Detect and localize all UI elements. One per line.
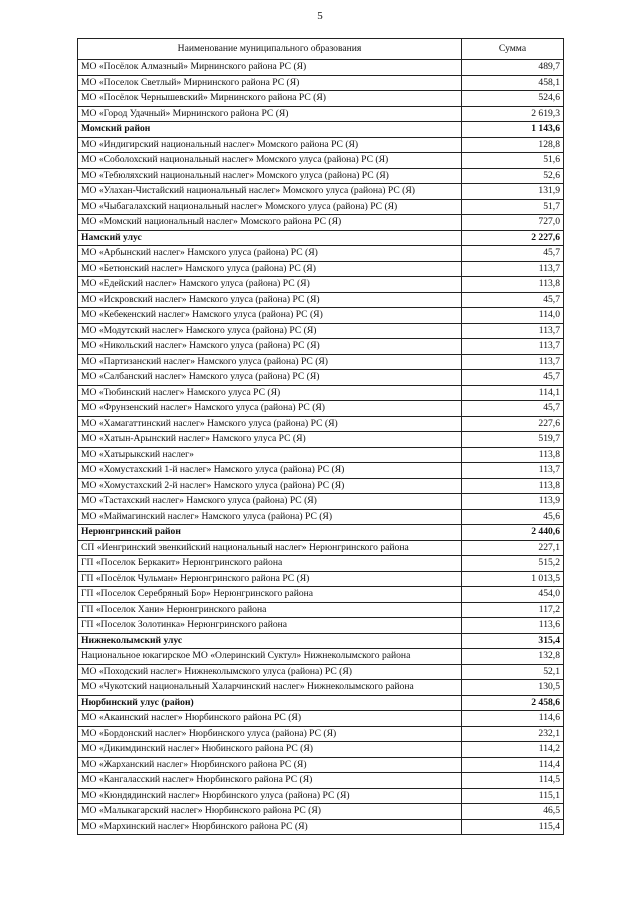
name-cell: МО «Момский национальный наслег» Момского района РС (Я) [78,215,462,231]
table-row [78,106,564,122]
sum-cell: 727,0 [462,215,564,231]
name-cell: МО «Дикимдинский наслег» Нюбинского района РС (Я) [78,742,462,758]
name-cell: МО «Салбанский наслег» Намского улуса (района) РС (Я) [78,370,462,386]
name-cell: ГП «Поселок Серебряный Бор» Нерюнгринского района [78,587,462,603]
table-row [78,742,564,758]
sum-cell: 113,8 [462,277,564,293]
group-row [78,695,564,711]
table-row [78,447,564,463]
name-cell: МО «Тебюляхский национальный наслег» Момского улуса (района) РС (Я) [78,168,462,184]
sum-cell: 458,1 [462,75,564,91]
sum-cell: 113,8 [462,478,564,494]
table-row [78,277,564,293]
sum-cell: 232,1 [462,726,564,742]
sum-cell: 515,2 [462,556,564,572]
sum-cell: 114,5 [462,773,564,789]
table-row [78,711,564,727]
table-row [78,556,564,572]
table-row [78,153,564,169]
sum-cell: 2 619,3 [462,106,564,122]
sum-cell: 45,7 [462,401,564,417]
sum-cell: 131,9 [462,184,564,200]
sum-cell: 1 013,5 [462,571,564,587]
table-row [78,354,564,370]
table-row [78,478,564,494]
name-cell: МО «Посёлок Алмазный» Мирнинского района РС (Я) [78,60,462,76]
name-cell: МО «Тастахский наслег» Намского улуса (района) РС (Я) [78,494,462,510]
table-row [78,571,564,587]
name-cell: СП «Иенгринский эвенкийский национальный наслег» Нерюнгринского района [78,540,462,556]
name-cell: МО «Чыбагалахский национальный наслег» Момского улуса (района) РС (Я) [78,199,462,215]
name-cell: ГП «Поселок Золотинка» Нерюнгринского района [78,618,462,634]
sum-cell: 113,7 [462,354,564,370]
group-sum-cell: 2 227,6 [462,230,564,246]
sum-cell: 115,1 [462,788,564,804]
name-cell: МО «Хатын-Арынский наслег» Намского улуса РС (Я) [78,432,462,448]
sum-cell: 45,7 [462,292,564,308]
table-row [78,664,564,680]
table-row [78,587,564,603]
group-row [78,230,564,246]
header-name: Наименование муниципального образования [78,39,462,60]
table-row [78,137,564,153]
table-row [78,726,564,742]
name-cell: МО «Модутский наслег» Намского улуса (района) РС (Я) [78,323,462,339]
table-row [78,788,564,804]
table-row [78,804,564,820]
name-cell: МО «Хамагаттинский наслег» Намского улуса (района) РС (Я) [78,416,462,432]
sum-cell: 51,6 [462,153,564,169]
group-row [78,525,564,541]
name-cell: МО «Хомустахский 2-й наслег» Намского улуса (района) РС (Я) [78,478,462,494]
group-name-cell: Нерюнгринский район [78,525,462,541]
sum-cell: 113,7 [462,339,564,355]
name-cell: МО «Чукотский национальный Халарчинский наслег» Нижнеколымского района [78,680,462,696]
table-row [78,261,564,277]
sum-cell: 132,8 [462,649,564,665]
sum-cell: 524,6 [462,91,564,107]
table-header-row [78,39,564,60]
sum-cell: 128,8 [462,137,564,153]
table-row [78,292,564,308]
name-cell: МО «Едейский наслег» Намского улуса (района) РС (Я) [78,277,462,293]
group-sum-cell: 2 458,6 [462,695,564,711]
name-cell: ГП «Поселок Хани» Нерюнгринского района [78,602,462,618]
name-cell: МО «Улахан-Чистайский национальный наслег» Момского улуса (района) РС (Я) [78,184,462,200]
group-name-cell: Нюрбинский улус (район) [78,695,462,711]
group-name-cell: Нижнеколымский улус [78,633,462,649]
table-row [78,602,564,618]
table-row [78,649,564,665]
name-cell: МО «Малыкагарский наслег» Нюрбинского района РС (Я) [78,804,462,820]
table-row [78,323,564,339]
name-cell: МО «Партизанский наслег» Намского улуса (района) РС (Я) [78,354,462,370]
sum-cell: 46,5 [462,804,564,820]
name-cell: ГП «Посёлок Чульман» Нерюнгринского района РС (Я) [78,571,462,587]
table-row [78,416,564,432]
table-row [78,91,564,107]
table-row [78,199,564,215]
table-row [78,819,564,835]
sum-cell: 130,5 [462,680,564,696]
table-row [78,60,564,76]
table-row [78,339,564,355]
sum-cell: 114,6 [462,711,564,727]
name-cell: МО «Походский наслег» Нижнеколымского улуса (района) РС (Я) [78,664,462,680]
sum-cell: 45,7 [462,246,564,262]
sum-cell: 45,7 [462,370,564,386]
table-row [78,773,564,789]
group-sum-cell: 2 440,6 [462,525,564,541]
table-row [78,246,564,262]
table-row [78,401,564,417]
sum-cell: 113,6 [462,618,564,634]
table-row [78,168,564,184]
sum-cell: 454,0 [462,587,564,603]
sum-cell: 113,7 [462,261,564,277]
name-cell: МО «Маймагинский наслег» Намского улуса (района) РС (Я) [78,509,462,525]
table-row [78,184,564,200]
table-row [78,463,564,479]
name-cell: ГП «Поселок Беркакит» Нерюнгринского района [78,556,462,572]
sum-cell: 115,4 [462,819,564,835]
group-row [78,633,564,649]
table-row [78,385,564,401]
header-sum: Сумма [462,39,564,60]
name-cell: МО «Соболохский национальный наслег» Момского улуса (района) РС (Я) [78,153,462,169]
sum-cell: 227,1 [462,540,564,556]
name-cell: МО «Никольский наслег» Намского улуса (района) РС (Я) [78,339,462,355]
name-cell: МО «Кюндядинский наслег» Нюрбинского улуса (района) РС (Я) [78,788,462,804]
group-name-cell: Момский район [78,122,462,138]
name-cell: МО «Бетюнский наслег» Намского улуса (района) РС (Я) [78,261,462,277]
name-cell: МО «Бордонский наслег» Нюрбинского улуса (района) РС (Я) [78,726,462,742]
sum-cell: 114,1 [462,385,564,401]
table-row [78,75,564,91]
name-cell: МО «Кангаласский наслег» Нюрбинского района РС (Я) [78,773,462,789]
name-cell: МО «Искровский наслег» Намского улуса (района) РС (Я) [78,292,462,308]
budget-table [77,38,564,835]
sum-cell: 114,0 [462,308,564,324]
group-name-cell: Намский улус [78,230,462,246]
sum-cell: 227,6 [462,416,564,432]
name-cell: МО «Хатырыкский наслег» [78,447,462,463]
sum-cell: 489,7 [462,60,564,76]
name-cell: МО «Индигирский национальный наслег» Момского района РС (Я) [78,137,462,153]
name-cell: МО «Акаинский наслег» Нюрбинского района РС (Я) [78,711,462,727]
name-cell: МО «Кебекенский наслег» Намского улуса (района) РС (Я) [78,308,462,324]
sum-cell: 113,9 [462,494,564,510]
name-cell: МО «Фрунзенский наслег» Намского улуса (района) РС (Я) [78,401,462,417]
sum-cell: 113,7 [462,323,564,339]
name-cell: МО «Город Удачный» Мирнинского района РС (Я) [78,106,462,122]
table-row [78,540,564,556]
sum-cell: 519,7 [462,432,564,448]
table-row [78,308,564,324]
sum-cell: 45,6 [462,509,564,525]
table-row [78,757,564,773]
page-number: 5 [317,10,323,22]
name-cell: МО «Арбынский наслег» Намского улуса (района) РС (Я) [78,246,462,262]
group-sum-cell: 1 143,6 [462,122,564,138]
table-row [78,680,564,696]
table-row [78,494,564,510]
sum-cell: 117,2 [462,602,564,618]
name-cell: Национальное юкагирское МО «Олеринский Суктул» Нижнеколымского района [78,649,462,665]
table-row [78,509,564,525]
table-row [78,618,564,634]
name-cell: МО «Посёлок Чернышевский» Мирнинского района РС (Я) [78,91,462,107]
name-cell: МО «Поселок Светлый» Мирнинского района РС (Я) [78,75,462,91]
sum-cell: 52,6 [462,168,564,184]
sum-cell: 52,1 [462,664,564,680]
sum-cell: 51,7 [462,199,564,215]
name-cell: МО «Жарханский наслег» Нюрбинского района РС (Я) [78,757,462,773]
name-cell: МО «Мархинский наслег» Нюрбинского района РС (Я) [78,819,462,835]
sum-cell: 113,7 [462,463,564,479]
table-row [78,215,564,231]
name-cell: МО «Тюбинский наслег» Намского улуса РС (Я) [78,385,462,401]
sum-cell: 114,4 [462,757,564,773]
table-body [78,60,564,835]
name-cell: МО «Хомустахский 1-й наслег» Намского улуса (района) РС (Я) [78,463,462,479]
table-row [78,370,564,386]
table-row [78,432,564,448]
sum-cell: 114,2 [462,742,564,758]
group-row [78,122,564,138]
sum-cell: 113,8 [462,447,564,463]
group-sum-cell: 315,4 [462,633,564,649]
